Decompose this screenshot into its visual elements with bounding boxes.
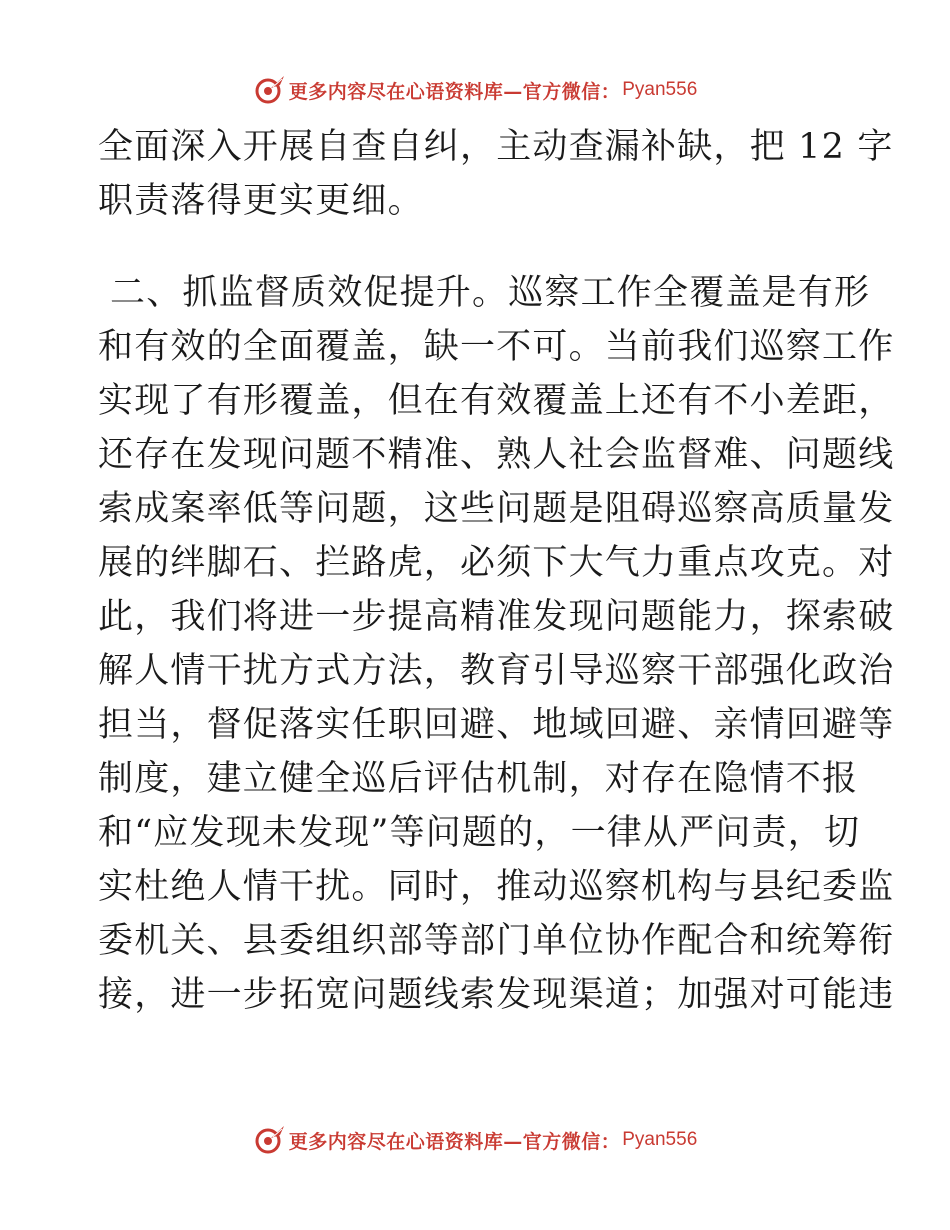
paragraph-2 [98,266,895,1022]
text-line: 展的绊脚石、拦路虎，必须下大气力重点攻克。对 [98,543,895,583]
text-line: 全面深入开展自查自纠，主动查漏补缺，把 12 字 [98,127,894,167]
text-line: 此，我们将进一步提高精准发现问题能力，探索破 [98,597,895,637]
quill-logo-icon [253,1123,287,1157]
watermark-text: 更多内容尽在心语资料库—官方微信： [288,80,621,103]
section-heading-line: 二、抓监督质效促提升。巡察工作全覆盖是有形 [110,273,871,313]
text-line: 解人情干扰方式方法，教育引导巡察干部强化政治 [98,651,895,691]
text-line: 索成案率低等问题，这些问题是阻碍巡察高质量发 [98,489,895,529]
text-line: 实现了有形覆盖，但在有效覆盖上还有不小差距， [98,381,895,421]
text-line: 还存在发现问题不精准、熟人社会监督难、问题线 [98,435,895,475]
watermark-text: 更多内容尽在心语资料库—官方微信： [288,1130,621,1153]
text-line: 和“应发现未发现”等问题的，一律从严问责，切 [98,813,861,853]
text-line: 委机关、县委组织部等部门单位协作配合和统筹衔 [98,921,895,961]
header-watermark [0,70,950,110]
watermark-wechat-id: Pyan556 [622,1129,698,1150]
text-line: 担当，督促落实任职回避、地域回避、亲情回避等 [98,705,895,745]
quill-logo-icon [253,73,287,107]
text-line: 制度，建立健全巡后评估机制，对存在隐情不报 [98,759,859,799]
paragraph-1 [98,120,894,228]
text-line: 职责落得更实更细。 [98,181,424,221]
document-body [98,120,895,1022]
text-line: 接，进一步拓宽问题线索发现渠道；加强对可能违 [98,975,895,1015]
text-line: 和有效的全面覆盖，缺一不可。当前我们巡察工作 [98,327,895,367]
text-line: 实杜绝人情干扰。同时，推动巡察机构与县纪委监 [98,867,895,907]
footer-watermark [0,1120,950,1160]
paragraph-gap [98,228,858,266]
watermark-wechat-id: Pyan556 [622,79,698,100]
